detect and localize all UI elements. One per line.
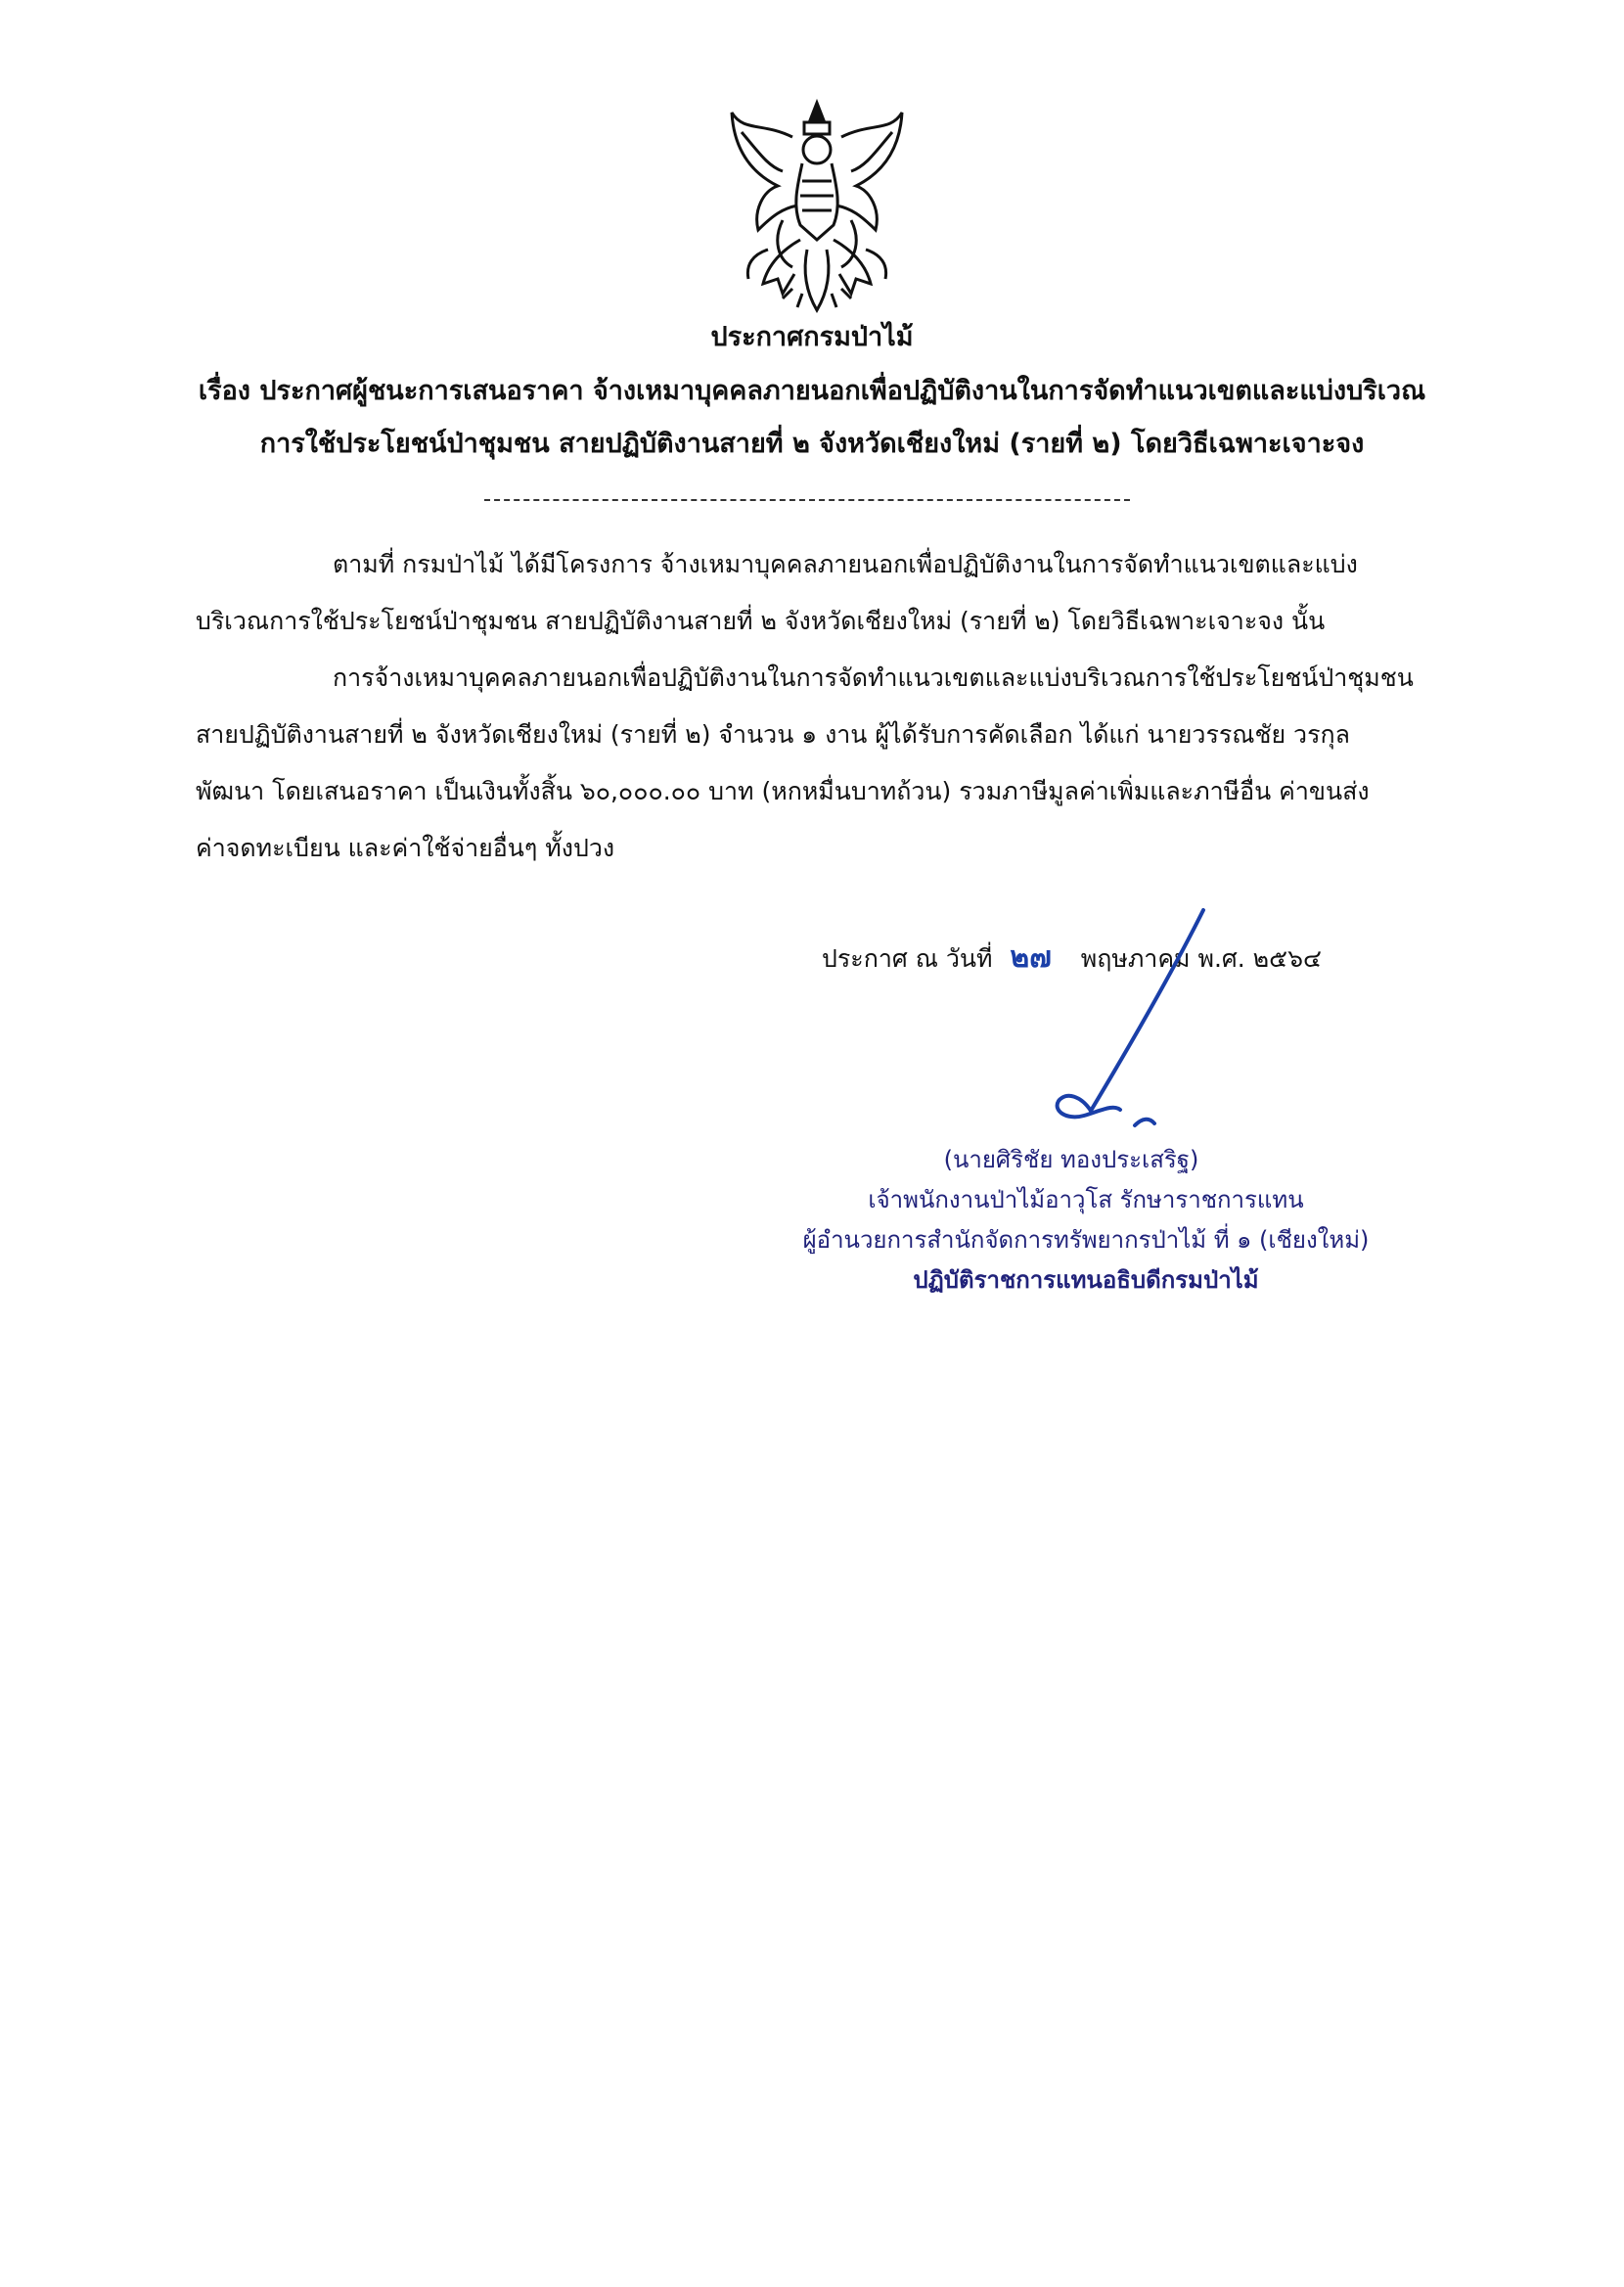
- paragraph-2-line-4: ค่าจดทะเบียน และค่าใช้จ่ายอื่นๆ ทั้งปวง: [196, 834, 615, 862]
- announcement-body: [196, 536, 1458, 877]
- signer-title-line-1: เจ้าพนักงานป่าไม้อาวุโส รักษาราชการแทน: [868, 1186, 1304, 1213]
- paragraph-2-line-3: พัฒนา โดยเสนอราคา เป็นเงินทั้งสิ้น ๖๐,๐๐๐.๐๐ บาท (หกหมื่นบาทถ้วน) รวมภาษีมูลค่าเพิ่มและภาษีอื่น ค่าขนส่ง: [196, 777, 1370, 805]
- signer-block: [773, 1140, 1399, 1301]
- signer-title-line-3: ปฏิบัติราชการแทนอธิบดีกรมป่าไม้: [913, 1266, 1259, 1294]
- dashed-divider: [484, 499, 1130, 501]
- paragraph-2-line-1: การจ้างเหมาบุคคลภายนอกเพื่อปฏิบัติงานในการจัดทำแนวเขตและแบ่งบริเวณการใช้ประโยชน์ป่าชุมชน: [333, 663, 1414, 692]
- subject: [147, 365, 1477, 471]
- announcement-header: [147, 318, 1477, 471]
- handwritten-signature: [1008, 900, 1242, 1155]
- garuda-emblem-icon: [724, 93, 910, 318]
- subject-line-1: เรื่อง ประกาศผู้ชนะการเสนอราคา จ้างเหมาบุคคลภายนอกเพื่อปฏิบัติงานในการจัดทำแนวเขตและแบ่งบริเวณ: [198, 376, 1426, 406]
- signer-title-line-2: ผู้อำนวยการสำนักจัดการทรัพยากรป่าไม้ ที่ ๑ (เชียงใหม่): [802, 1226, 1370, 1254]
- signer-name: (นายศิริชัย ทองประเสริฐ): [943, 1146, 1199, 1173]
- date-month-year: พฤษภาคม พ.ศ. ๒๕๖๔: [1080, 944, 1322, 973]
- paragraph-1-line-1: ตามที่ กรมป่าไม้ ได้มีโครงการ จ้างเหมาบุคคลภายนอกเพื่อปฏิบัติงานในการจัดทำแนวเขตและแบ่ง: [333, 550, 1358, 578]
- handwritten-day: ๒๗: [1010, 940, 1052, 975]
- paragraph-1-line-2: บริเวณการใช้ประโยชน์ป่าชุมชน สายปฏิบัติงานสายที่ ๒ จังหวัดเชียงใหม่ (รายที่ ๒) โดยวิธีเฉพาะเจาะจง นั้น: [196, 607, 1326, 635]
- date-prefix: ประกาศ ณ วันที่: [822, 944, 993, 973]
- agency-title: ประกาศกรมป่าไม้: [710, 322, 914, 352]
- subject-line-2: การใช้ประโยชน์ป่าชุมชน สายปฏิบัติงานสายที่ ๒ จังหวัดเชียงใหม่ (รายที่ ๒) โดยวิธีเฉพาะเจาะจง: [259, 429, 1365, 459]
- paragraph-2-line-2: สายปฏิบัติงานสายที่ ๒ จังหวัดเชียงใหม่ (รายที่ ๒) จำนวน ๑ งาน ผู้ได้รับการคัดเลือก ได้แก่ นายวรรณชัย วรกุล: [196, 720, 1350, 749]
